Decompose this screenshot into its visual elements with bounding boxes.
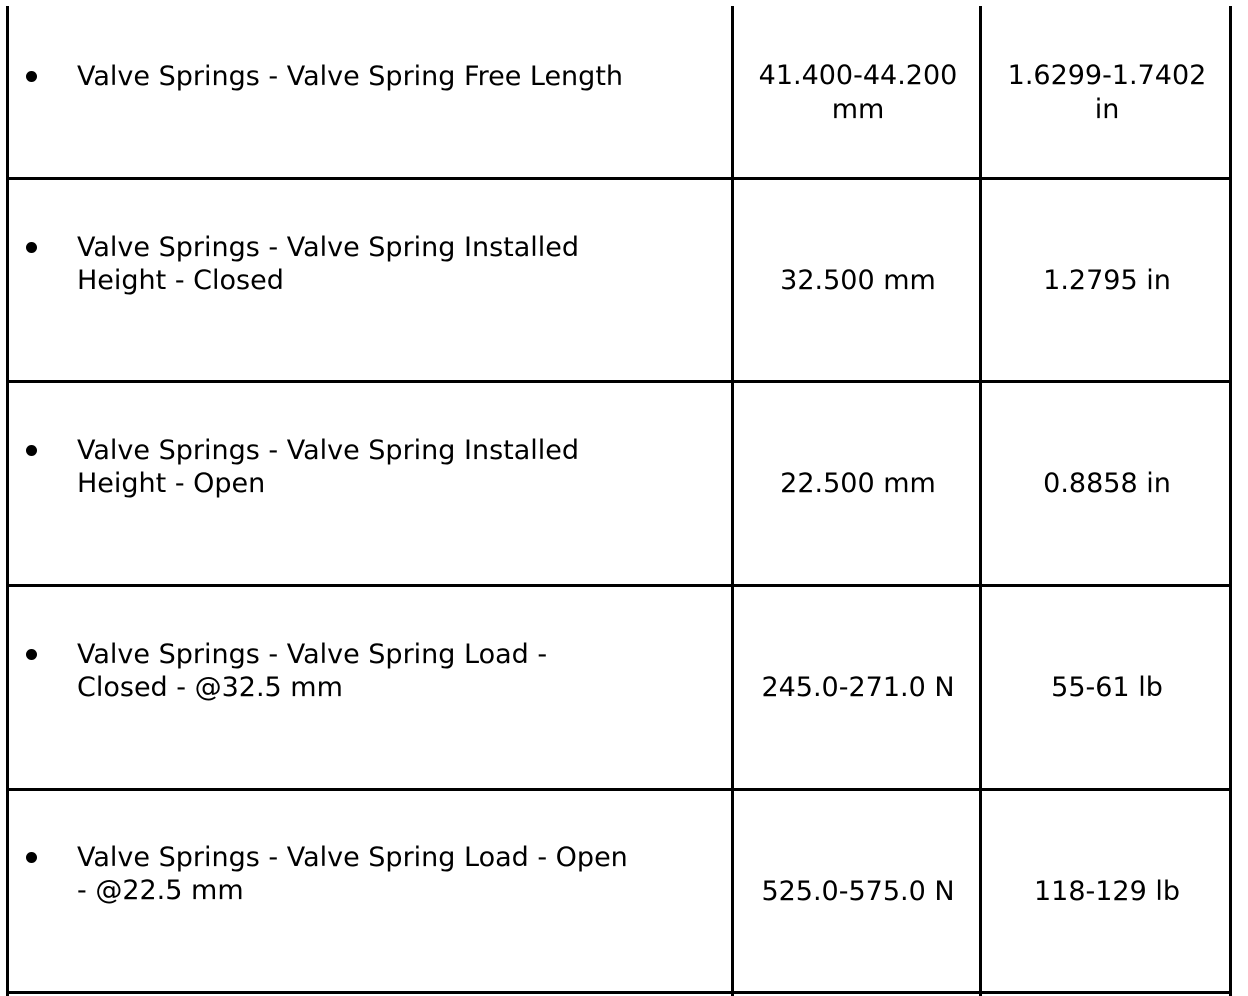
table-border-left	[6, 6, 9, 996]
bullet-icon	[26, 445, 37, 456]
table-border-right	[1229, 6, 1232, 996]
row-divider	[6, 380, 1232, 383]
metric-value: 41.400-44.200 mm	[758, 60, 958, 125]
spec-description: Valve Springs - Valve Spring Load - Open - @22.5 mm	[77, 842, 628, 906]
imperial-value: 118-129 lb	[1033, 876, 1181, 907]
imperial-value: 55-61 lb	[1051, 672, 1163, 703]
row-divider	[6, 788, 1232, 791]
spec-description: Valve Springs - Valve Spring Installed Height - Closed	[77, 232, 580, 296]
row-divider	[6, 584, 1232, 587]
imperial-value: 1.6299-1.7402 in	[1007, 60, 1207, 125]
column-divider-metric	[731, 6, 734, 996]
bullet-icon	[26, 71, 37, 82]
metric-value: 245.0-271.0 N	[761, 672, 955, 703]
spec-description: Valve Springs - Valve Spring Load - Closed - @32.5 mm	[77, 639, 548, 703]
row-divider	[6, 177, 1232, 180]
spec-description: Valve Springs - Valve Spring Installed Height - Open	[77, 435, 580, 499]
metric-value: 525.0-575.0 N	[761, 876, 955, 907]
bullet-icon	[26, 242, 37, 253]
imperial-value: 1.2795 in	[1043, 265, 1171, 296]
metric-value: 22.500 mm	[780, 468, 936, 499]
metric-value: 32.500 mm	[780, 265, 936, 296]
bullet-icon	[26, 852, 37, 863]
column-divider-imperial	[979, 6, 982, 996]
imperial-value: 0.8858 in	[1043, 468, 1171, 499]
table-border-bottom	[6, 991, 1232, 994]
spec-description: Valve Springs - Valve Spring Free Length	[77, 61, 624, 92]
bullet-icon	[26, 649, 37, 660]
